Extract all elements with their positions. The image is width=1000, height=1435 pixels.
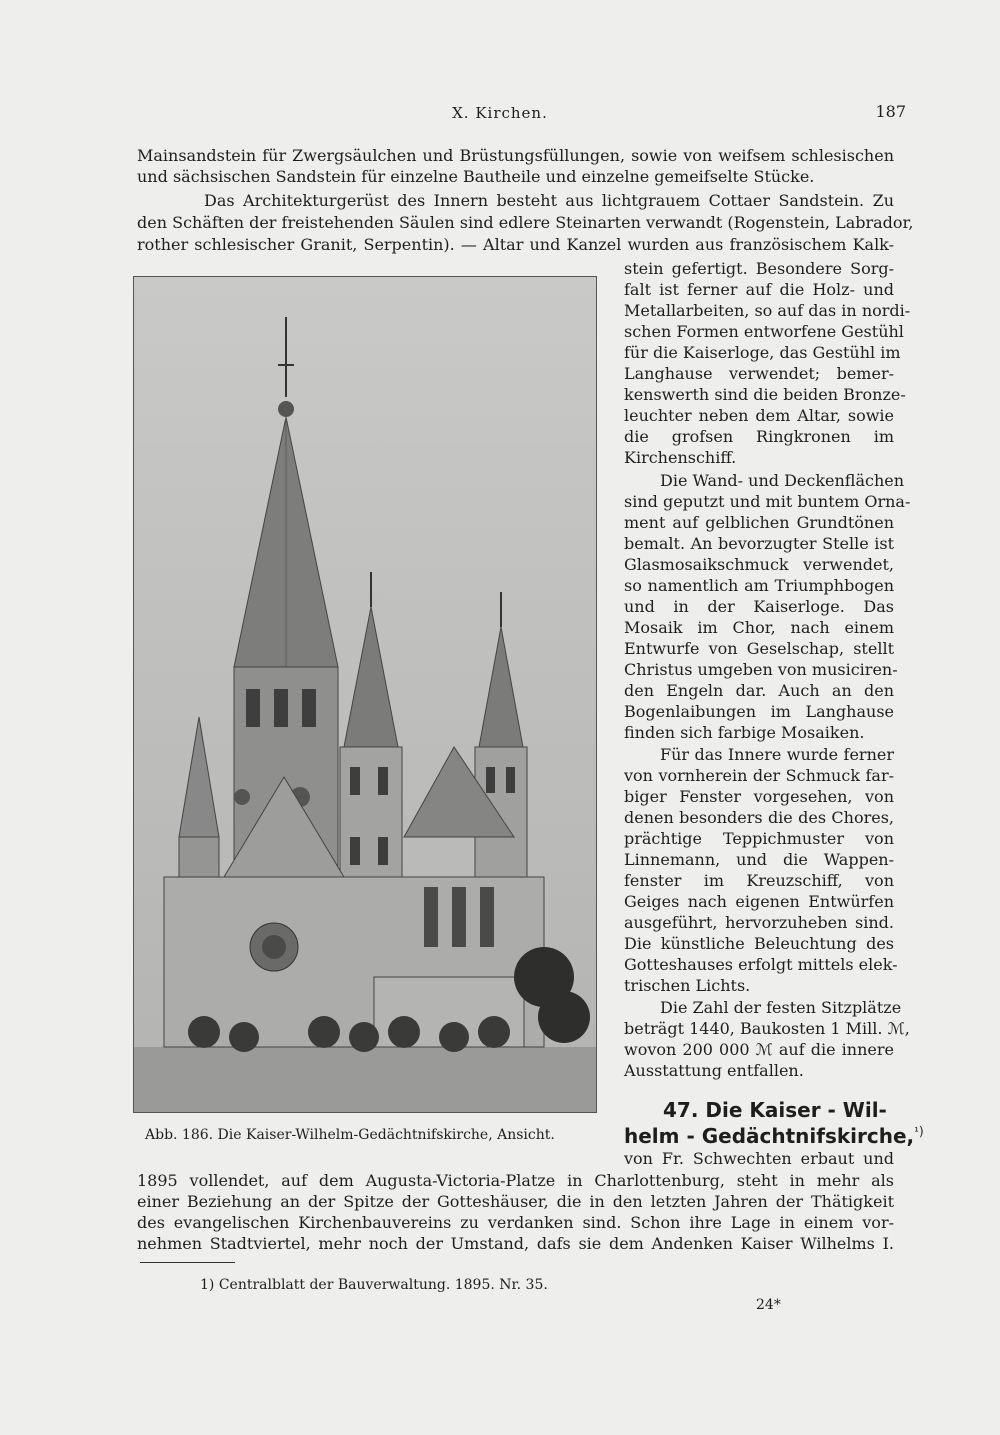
text-line: Linnemann, und die Wappen- <box>624 850 894 869</box>
text-line: ment auf gelblichen Grundtönen <box>624 513 894 532</box>
text-line: Die Wand- und Deckenflächen <box>660 471 905 490</box>
text-line: ausgeführt, hervorzuheben sind. <box>624 913 894 932</box>
signature-mark: 24* <box>756 1297 781 1313</box>
text-line: einer Beziehung an der Spitze der Gotteshäuser, die in den letzten Jahren der Thätigkeit <box>137 1192 894 1211</box>
text-line: Entwurfe von Geselschap, stellt <box>624 639 894 658</box>
text-line: Die künstliche Beleuchtung des <box>624 934 894 953</box>
running-header-title: X. Kirchen. <box>452 104 548 122</box>
footnote-mark: ¹) <box>914 1124 924 1139</box>
text-line: Glasmosaikschmuck verwendet, <box>624 555 894 574</box>
text-line: nehmen Stadtviertel, mehr noch der Umstand, dafs sie dem Andenken Kaiser Wilhelms I. <box>137 1234 894 1253</box>
section-heading-line2: helm - Gedächtnifskirche, <box>624 1124 915 1148</box>
text-line: finden sich farbige Mosaiken. <box>624 723 865 742</box>
text-line: des evangelischen Kirchenbauvereins zu verdanken sind. Schon ihre Lage in einem vor- <box>137 1213 894 1232</box>
text-line: Kirchenschiff. <box>624 448 737 467</box>
text-line: Christus umgeben von musiciren- <box>624 660 898 679</box>
text-line: biger Fenster vorgesehen, von <box>624 787 894 806</box>
text-line: den Schäften der freistehenden Säulen sind edlere Steinarten verwandt (Rogenstein, Labrador, <box>137 213 914 232</box>
text-line: von Fr. Schwechten erbaut und <box>624 1149 894 1168</box>
text-line: so namentlich am Triumphbogen <box>624 576 894 595</box>
text-line: den Engeln dar. Auch an den <box>624 681 894 700</box>
text-line: Das Architekturgerüst des Innern besteht aus lichtgrauem Cottaer Sandstein. Zu <box>204 191 894 210</box>
text-line: Ausstattung entfallen. <box>624 1061 804 1080</box>
section-heading-line1: 47. Die Kaiser - Wil- <box>663 1098 887 1122</box>
text-line: beträgt 1440, Baukosten 1 Mill. ℳ, <box>624 1019 910 1038</box>
text-line: und sächsischen Sandstein für einzelne Bautheile und einzelne gemeifselte Stücke. <box>137 167 815 186</box>
text-line: bemalt. An bevorzugter Stelle ist <box>624 534 894 553</box>
text-line: Metallarbeiten, so auf das in nordi- <box>624 301 911 320</box>
text-line: kenswerth sind die beiden Bronze- <box>624 385 906 404</box>
footnote: 1) Centralblatt der Bauverwaltung. 1895. Nr. 35. <box>200 1277 548 1293</box>
church-figure <box>133 276 597 1113</box>
text-line: für die Kaiserloge, das Gestühl im <box>624 343 901 362</box>
text-line: Langhause verwendet; bemer- <box>624 364 894 383</box>
text-line: rother schlesischer Granit, Serpentin). — Altar und Kanzel wurden aus französischem Kalk- <box>137 235 894 254</box>
text-line: Mosaik im Chor, nach einem <box>624 618 894 637</box>
text-line: 1895 vollendet, auf dem Augusta-Victoria-Platze in Charlottenburg, steht in mehr als <box>137 1171 894 1190</box>
text-line: und in der Kaiserloge. Das <box>624 597 894 616</box>
section-heading-line2-wrap <box>624 1124 924 1148</box>
text-line: Für das Innere wurde ferner <box>660 745 894 764</box>
text-line: Geiges nach eigenen Entwürfen <box>624 892 894 911</box>
footnote-rule <box>140 1262 235 1263</box>
text-line: wovon 200 000 ℳ auf die innere <box>624 1040 894 1059</box>
text-line: Die Zahl der festen Sitzplätze <box>660 998 902 1017</box>
text-line: Bogenlaibungen im Langhause <box>624 702 894 721</box>
text-line: trischen Lichts. <box>624 976 751 995</box>
page-number: 187 <box>875 102 906 121</box>
text-line: Gotteshauses erfolgt mittels elek- <box>624 955 898 974</box>
text-line: die grofsen Ringkronen im <box>624 427 894 446</box>
text-line: fenster im Kreuzschiff, von <box>624 871 894 890</box>
church-illustration <box>134 277 596 1112</box>
text-line: falt ist ferner auf die Holz- und <box>624 280 894 299</box>
text-line: prächtige Teppichmuster von <box>624 829 894 848</box>
figure-caption: Abb. 186. Die Kaiser-Wilhelm-Gedächtnifskirche, Ansicht. <box>145 1127 555 1143</box>
text-line: denen besonders die des Chores, <box>624 808 894 827</box>
text-line: Mainsandstein für Zwergsäulchen und Brüstungsfüllungen, sowie von weifsem schlesischen <box>137 146 894 165</box>
text-line: sind geputzt und mit buntem Orna- <box>624 492 911 511</box>
text-line: von vornherein der Schmuck far- <box>624 766 894 785</box>
text-line: leuchter neben dem Altar, sowie <box>624 406 894 425</box>
text-line: schen Formen entworfene Gestühl <box>624 322 904 341</box>
text-line: stein gefertigt. Besondere Sorg- <box>624 259 894 278</box>
